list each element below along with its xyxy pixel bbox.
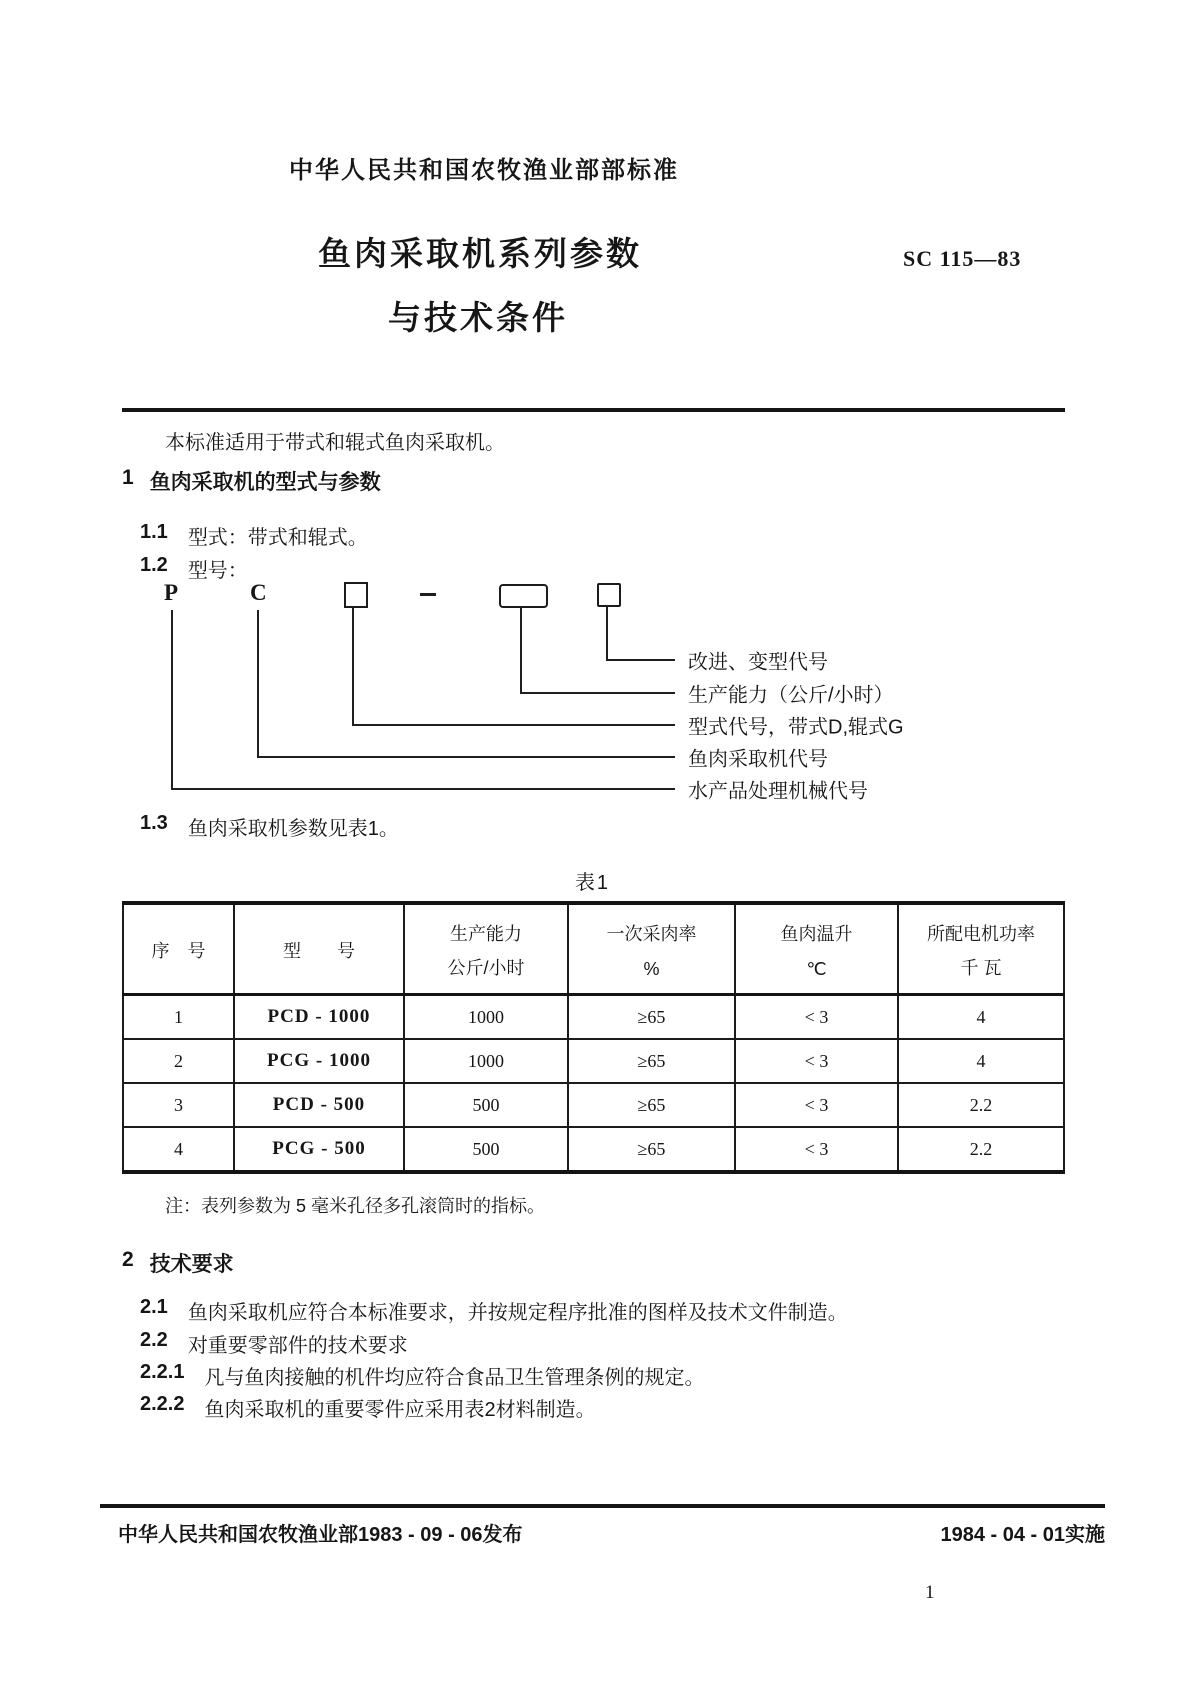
clause-number: 1.2 bbox=[140, 554, 168, 576]
footer-issued-date: 中华人民共和国农牧渔业部1983 - 09 - 06发布 bbox=[118, 1524, 523, 1546]
header-label: 生产能力 bbox=[450, 923, 522, 944]
section-title: 技术要求 bbox=[149, 1253, 234, 1276]
code-box-type bbox=[344, 582, 368, 608]
section-title: 鱼肉采取机的型式与参数 bbox=[149, 471, 381, 494]
cell-temp-rise: < 3 bbox=[735, 1083, 898, 1127]
table1-header-motor-power bbox=[898, 903, 1064, 995]
clause-number: 2.1 bbox=[140, 1296, 168, 1318]
clause-text: 型号： bbox=[187, 560, 248, 582]
cell-serial: 4 bbox=[123, 1127, 234, 1172]
table1-header-serial bbox=[123, 903, 234, 995]
clause-1-3 bbox=[140, 812, 399, 841]
section-number: 2 bbox=[122, 1248, 134, 1271]
clause-1-1 bbox=[140, 521, 368, 550]
standard-number: SC 115—83 bbox=[903, 246, 1022, 271]
clause-2-2-1 bbox=[140, 1361, 704, 1390]
clause-text: 鱼肉采取机参数见表1。 bbox=[187, 818, 399, 840]
cell-model: PCG - 1000 bbox=[234, 1039, 404, 1083]
header-label: 所配电机功率 bbox=[927, 923, 1035, 944]
diagram-vline-variant bbox=[606, 607, 608, 661]
diagram-hline-variant bbox=[606, 659, 675, 661]
cell-capacity: 1000 bbox=[404, 1039, 568, 1083]
header-unit: 千 瓦 bbox=[960, 957, 1002, 978]
diagram-label-type: 型式代号，带式D,辊式G bbox=[688, 716, 904, 739]
cell-temp-rise: < 3 bbox=[735, 995, 898, 1040]
section-number: 1 bbox=[122, 466, 134, 489]
code-letter-p: P bbox=[164, 580, 179, 605]
diagram-label-capacity: 生产能力（公斤/小时） bbox=[688, 684, 894, 707]
title-divider-rule bbox=[122, 408, 1065, 412]
table1-header-model bbox=[234, 903, 404, 995]
table1-caption: 表1 bbox=[574, 872, 611, 894]
code-dash bbox=[420, 593, 436, 596]
cell-temp-rise: < 3 bbox=[735, 1039, 898, 1083]
clause-number: 2.2 bbox=[140, 1329, 168, 1351]
table1-header-capacity bbox=[404, 903, 568, 995]
code-box-capacity bbox=[499, 584, 548, 608]
diagram-hline-category bbox=[171, 788, 675, 790]
diagram-vline-machine bbox=[257, 610, 259, 758]
diagram-vline-capacity bbox=[520, 608, 522, 694]
section-1-heading bbox=[122, 466, 381, 496]
diagram-vline-type bbox=[352, 608, 354, 726]
header-label: 鱼肉温升 bbox=[780, 923, 853, 944]
cell-temp-rise: < 3 bbox=[735, 1127, 898, 1172]
diagram-hline-machine bbox=[257, 756, 675, 758]
table1-header-yield bbox=[568, 903, 735, 995]
clause-text: 鱼肉采取机的重要零件应采用表2材料制造。 bbox=[204, 1399, 596, 1421]
clause-text: 对重要零部件的技术要求 bbox=[187, 1335, 408, 1357]
header-label: 一次采肉率 bbox=[606, 923, 697, 944]
table-row bbox=[123, 1083, 1064, 1127]
clause-number: 2.2.1 bbox=[140, 1361, 185, 1383]
cell-model: PCD - 500 bbox=[234, 1083, 404, 1127]
cell-motor-power: 4 bbox=[898, 995, 1064, 1040]
diagram-label-machine: 鱼肉采取机代号 bbox=[688, 748, 828, 771]
diagram-hline-capacity bbox=[520, 692, 675, 694]
clause-2-2 bbox=[140, 1329, 408, 1358]
doc-title-line2: 与技术条件 bbox=[388, 299, 568, 336]
cell-motor-power: 2.2 bbox=[898, 1083, 1064, 1127]
header-unit: 公斤/小时 bbox=[447, 957, 525, 978]
table-row bbox=[123, 995, 1064, 1040]
clause-text: 凡与鱼肉接触的机件均应符合食品卫生管理条例的规定。 bbox=[204, 1367, 705, 1389]
cell-model: PCD - 1000 bbox=[234, 995, 404, 1040]
page-number: 1 bbox=[925, 1582, 935, 1603]
doc-title-line1: 鱼肉采取机系列参数 bbox=[318, 235, 642, 272]
section-2-heading bbox=[122, 1248, 234, 1278]
scope-paragraph: 本标准适用于带式和辊式鱼肉采取机。 bbox=[165, 432, 505, 454]
cell-yield: ≥65 bbox=[568, 995, 735, 1040]
clause-2-2-2 bbox=[140, 1393, 596, 1422]
cell-serial: 1 bbox=[123, 995, 234, 1040]
cell-yield: ≥65 bbox=[568, 1127, 735, 1172]
table1 bbox=[122, 901, 1065, 1174]
table-row bbox=[123, 1127, 1064, 1172]
cell-model: PCG - 500 bbox=[234, 1127, 404, 1172]
footer-implemented-date: 1984 - 04 - 01实施 bbox=[940, 1524, 1105, 1546]
footer-rule bbox=[100, 1504, 1105, 1508]
code-letter-c: C bbox=[250, 580, 267, 605]
clause-text: 型式：带式和辊式。 bbox=[187, 527, 368, 549]
table-row bbox=[123, 1039, 1064, 1083]
diagram-label-category: 水产品处理机械代号 bbox=[688, 780, 868, 803]
header-unit: % bbox=[643, 958, 660, 979]
table1-header-temp-rise bbox=[735, 903, 898, 995]
header-label: 序 号 bbox=[151, 940, 206, 961]
cell-yield: ≥65 bbox=[568, 1083, 735, 1127]
clause-text: 鱼肉采取机应符合本标准要求，并按规定程序批准的图样及技术文件制造。 bbox=[187, 1302, 848, 1324]
cell-capacity: 500 bbox=[404, 1127, 568, 1172]
cell-motor-power: 2.2 bbox=[898, 1127, 1064, 1172]
clause-number: 2.2.2 bbox=[140, 1393, 185, 1415]
table1-note: 注：表列参数为 5 毫米孔径多孔滚筒时的指标。 bbox=[165, 1196, 546, 1216]
diagram-hline-type bbox=[352, 724, 675, 726]
cell-motor-power: 4 bbox=[898, 1039, 1064, 1083]
clause-2-1 bbox=[140, 1296, 848, 1325]
cell-serial: 3 bbox=[123, 1083, 234, 1127]
cell-serial: 2 bbox=[123, 1039, 234, 1083]
diagram-label-variant: 改进、变型代号 bbox=[688, 651, 828, 674]
header-label: 型 号 bbox=[283, 940, 355, 961]
clause-number: 1.1 bbox=[140, 521, 168, 543]
table1-header-row bbox=[123, 903, 1064, 995]
clause-1-2 bbox=[140, 554, 248, 583]
diagram-vline-category bbox=[171, 610, 173, 790]
cell-capacity: 500 bbox=[404, 1083, 568, 1127]
cell-capacity: 1000 bbox=[404, 995, 568, 1040]
clause-number: 1.3 bbox=[140, 812, 168, 834]
cell-yield: ≥65 bbox=[568, 1039, 735, 1083]
standard-org-line: 中华人民共和国农牧渔业部部标准 bbox=[289, 157, 679, 184]
code-box-variant bbox=[597, 583, 621, 607]
header-unit: ℃ bbox=[806, 958, 827, 979]
